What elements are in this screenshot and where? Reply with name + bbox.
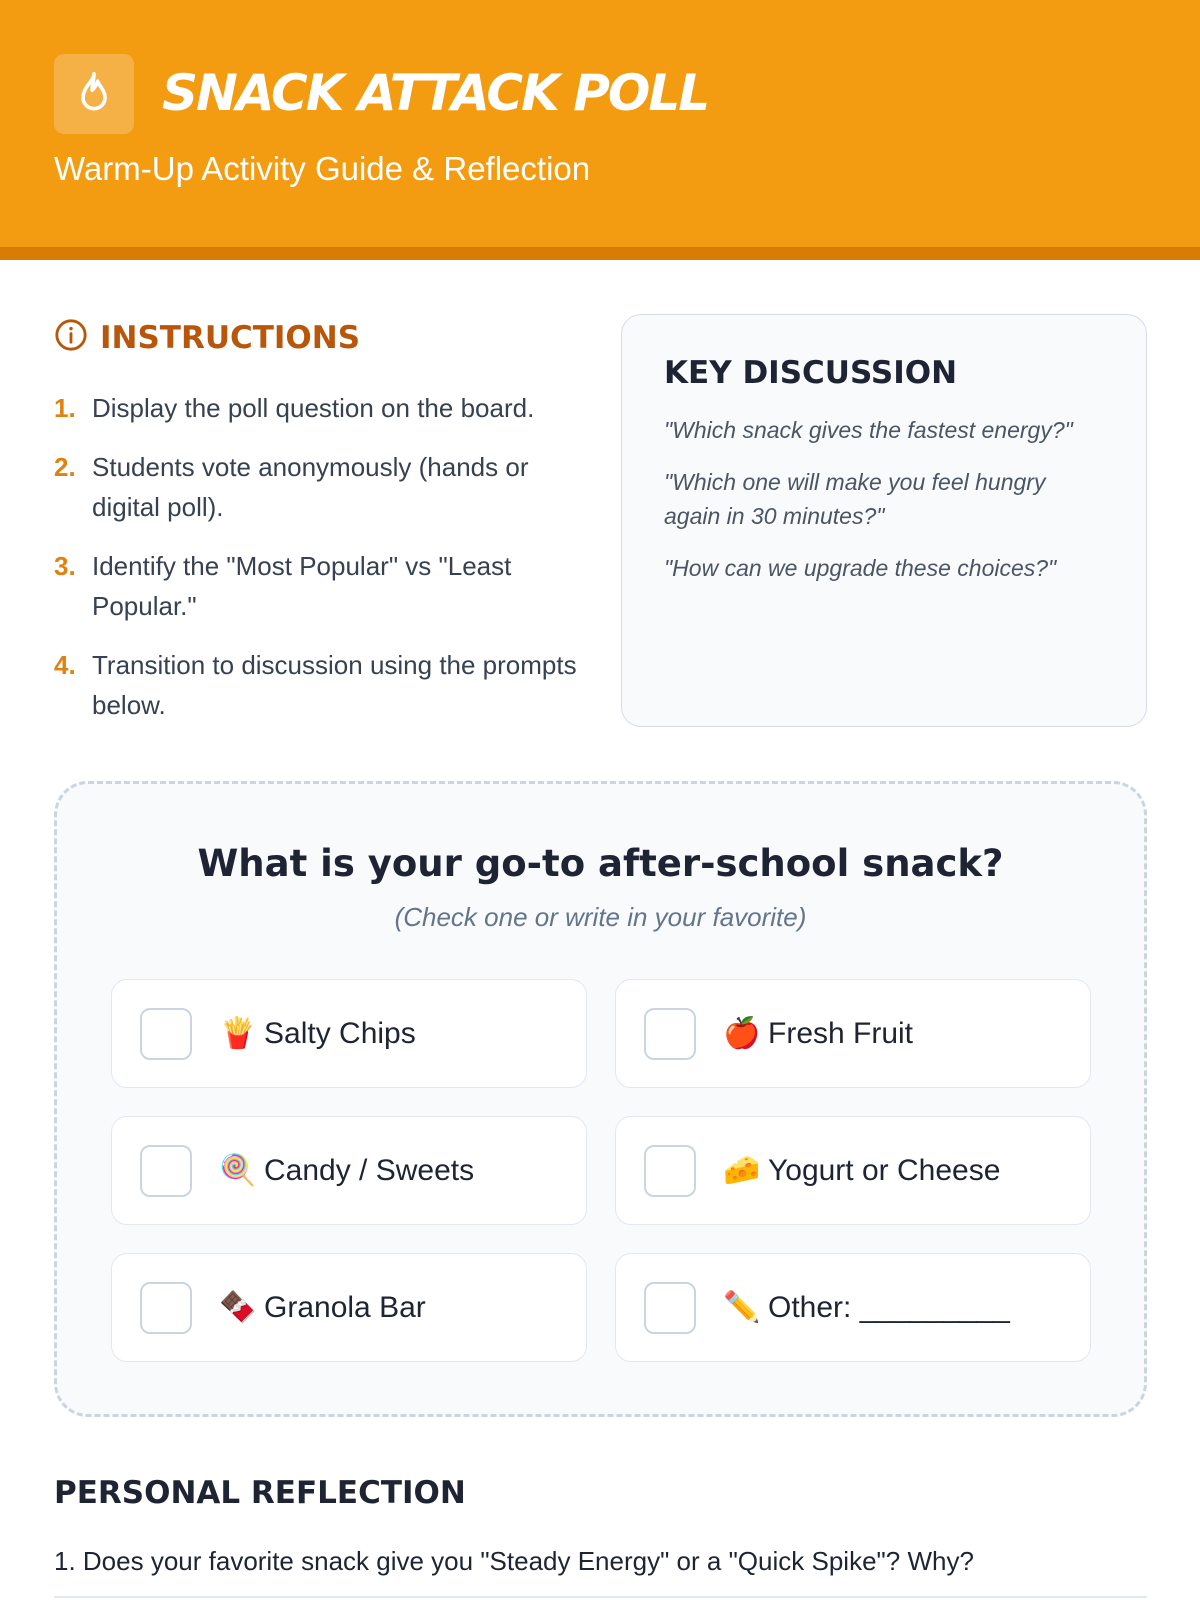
key-discussion-title: KEY DISCUSSION — [664, 355, 958, 391]
instructions-list — [54, 388, 594, 744]
instruction-step — [54, 447, 594, 527]
reflection-question: 1. Does your favorite snack give you "Steady Energy" or a "Quick Spike"? Why? — [54, 1546, 974, 1576]
option-checkbox[interactable] — [644, 1282, 696, 1334]
option-label: Salty Chips — [264, 1016, 416, 1050]
option-checkbox[interactable] — [644, 1145, 696, 1197]
option-checkbox[interactable] — [140, 1008, 192, 1060]
lollipop-icon: 🍭 — [219, 1153, 257, 1187]
key-discussion-card — [621, 314, 1147, 727]
step-number: 1. — [54, 393, 76, 423]
answer-line[interactable] — [54, 1596, 1147, 1598]
instruction-step — [54, 546, 594, 626]
option-label: Candy / Sweets — [264, 1153, 475, 1187]
option-checkbox[interactable] — [140, 1282, 192, 1334]
discussion-question: "How can we upgrade these choices?" — [664, 555, 1057, 581]
poll-option[interactable] — [111, 979, 587, 1088]
page-title: SNACK ATTACK POLL — [162, 64, 709, 122]
option-label: Other: _________ — [768, 1290, 1010, 1324]
reflection-title: PERSONAL REFLECTION — [54, 1475, 466, 1511]
step-number: 3. — [54, 551, 76, 581]
poll-box — [54, 781, 1147, 1417]
step-number: 4. — [54, 650, 76, 680]
instructions-title: INSTRUCTIONS — [100, 319, 361, 356]
poll-option[interactable] — [615, 1116, 1091, 1225]
chocolate-bar-icon: 🍫 — [219, 1290, 257, 1324]
poll-option[interactable] — [111, 1116, 587, 1225]
step-text: Display the poll question on the board. — [92, 393, 535, 423]
poll-option[interactable] — [615, 979, 1091, 1088]
step-text: Identify the "Most Popular" vs "Least Popular." — [92, 551, 512, 621]
option-checkbox[interactable] — [644, 1008, 696, 1060]
instructions-heading — [54, 318, 360, 357]
poll-option[interactable] — [615, 1253, 1091, 1362]
instruction-step — [54, 388, 594, 428]
step-text: Transition to discussion using the prompts below. — [92, 650, 577, 720]
discussion-question: "Which one will make you feel hungry again in 30 minutes?" — [664, 469, 1046, 529]
option-label: Granola Bar — [264, 1290, 426, 1324]
step-number: 2. — [54, 452, 76, 482]
page-subtitle: Warm-Up Activity Guide & Reflection — [54, 150, 591, 187]
pencil-icon: ✏️ — [723, 1290, 761, 1324]
option-label: Fresh Fruit — [768, 1016, 914, 1050]
instruction-step — [54, 645, 594, 725]
discussion-question: "Which snack gives the fastest energy?" — [664, 417, 1073, 443]
info-icon — [54, 318, 88, 357]
poll-option[interactable] — [111, 1253, 587, 1362]
option-label: Yogurt or Cheese — [768, 1153, 1001, 1187]
step-text: Students vote anonymously (hands or digital poll). — [92, 452, 529, 522]
poll-question: What is your go-to after-school snack? — [197, 842, 1004, 885]
apple-icon: 🍎 — [723, 1016, 761, 1050]
flame-icon — [54, 54, 134, 134]
fries-icon: 🍟 — [219, 1016, 257, 1050]
option-checkbox[interactable] — [140, 1145, 192, 1197]
cheese-icon: 🧀 — [723, 1153, 761, 1187]
poll-hint: (Check one or write in your favorite) — [394, 902, 807, 932]
header-banner — [0, 0, 1200, 260]
